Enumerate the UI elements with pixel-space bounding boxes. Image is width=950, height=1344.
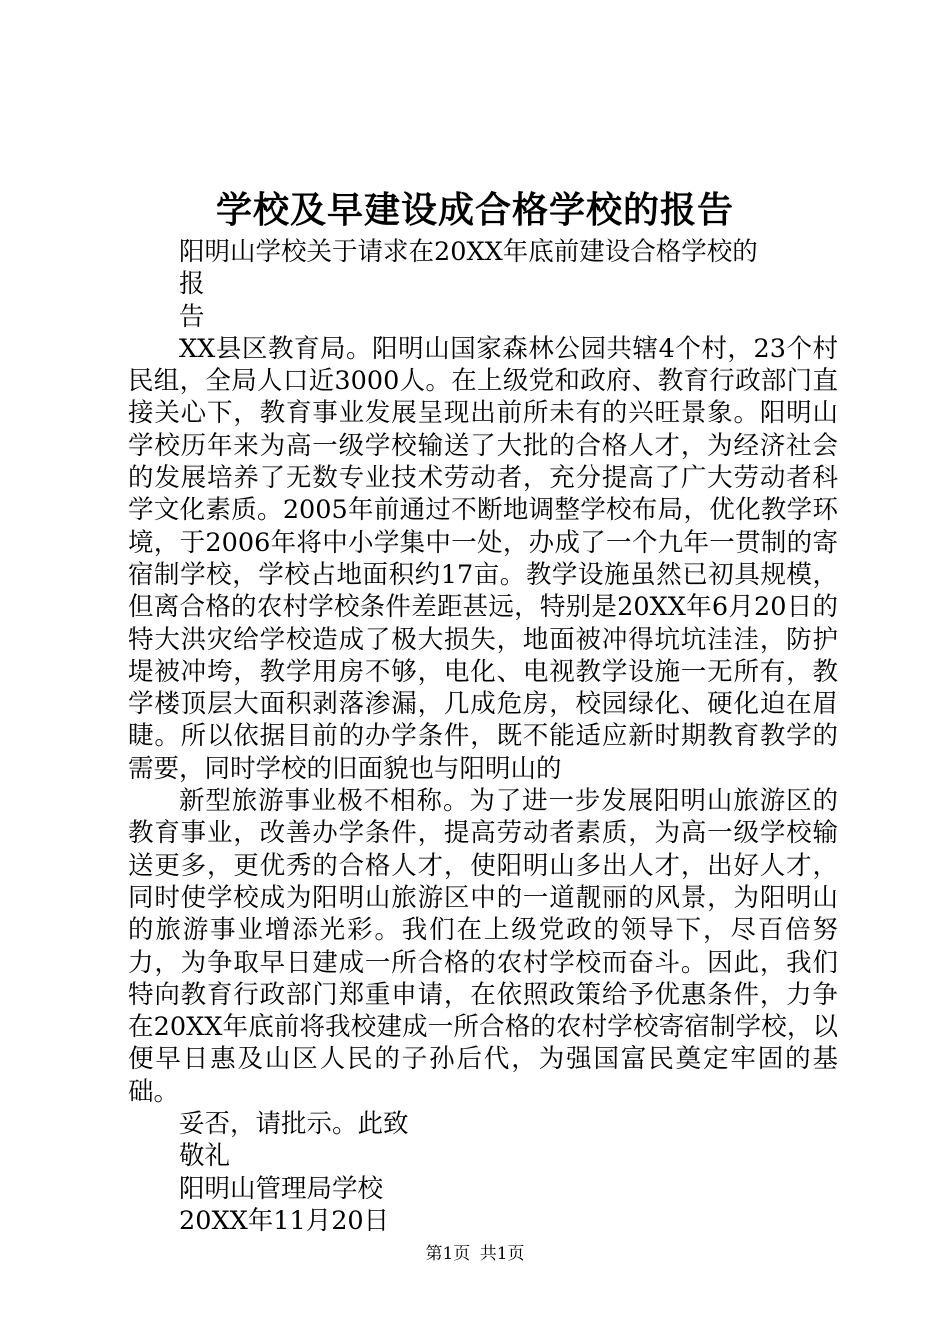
page-total: 共1页 bbox=[479, 1244, 525, 1264]
document-title: 学校及早建设成合格学校的报告 bbox=[215, 189, 734, 231]
document-body bbox=[128, 236, 838, 1237]
heading-line: 阳明山学校关于请求在20XX年底前建设合格学校的 bbox=[179, 237, 758, 267]
body-paragraph: 新型旅游事业极不相称。为了进一步发展阳明山旅游区的教育事业，改善办学条件，提高劳动者素质，为高一级学校输送更多，更优秀的合格人才，使阳明山多出人才，出好人才，同时使学校成为阳明山旅游区中的一道靓丽的风景，为阳明山的旅游事业增添光彩。我们在上级党政的领导下，尽百倍努力，为争取早日建成一所合格的农村学校而奋斗。因此，我们特向教育行政部门郑重申请，在依照政策给予优惠条件，力争在20XX年底前将我校建成一所合格的农村学校寄宿制学校，以便早日惠及山区人民的子孙后代，为强国富民奠定牢固的基础。 bbox=[128, 786, 838, 1107]
heading-line: 告 bbox=[179, 301, 205, 332]
page-footer bbox=[0, 1243, 950, 1265]
signature-line: 阳明山管理局学校 bbox=[179, 1173, 384, 1204]
date-line: 20XX年11月20日 bbox=[179, 1205, 390, 1236]
heading-line: 报 bbox=[179, 269, 205, 300]
page-number: 第1页 bbox=[425, 1244, 471, 1264]
closing-line: 妥否，请批示。此致 bbox=[179, 1109, 409, 1140]
closing-line: 敬礼 bbox=[179, 1141, 231, 1172]
body-paragraph: XX县区教育局。阳明山国家森林公园共辖4个村，23个村民组，全局人口近3000人。在上级党和政府、教育行政部门直接关心下，教育事业发展呈现出前所未有的兴旺景象。阳明山学校历年来为高一级学校输送了大批的合格人才，为经济社会的发展培养了无数专业技术劳动者，充分提高了广大劳动者科学文化素质。2005年前通过不断地调整学校布局，优化教学环境，于2006年将中小学集中一处，办成了一个九年一贯制的寄宿制学校，学校占地面积约17亩。教学设施虽然已初具规模，但离合格的农村学校条件差距甚远，特别是20XX年6月20日的特大洪灾给学校造成了极大损失，地面被冲得坑坑洼洼，防护堤被冲垮，教学用房不够，电化、电视教学设施一无所有，教学楼顶层大面积剥落渗漏，几成危房，校园绿化、硬化迫在眉睫。所以依据目前的办学条件，既不能适应新时期教育教学的需要，同时学校的旧面貌也与阳明山的 bbox=[128, 333, 838, 784]
